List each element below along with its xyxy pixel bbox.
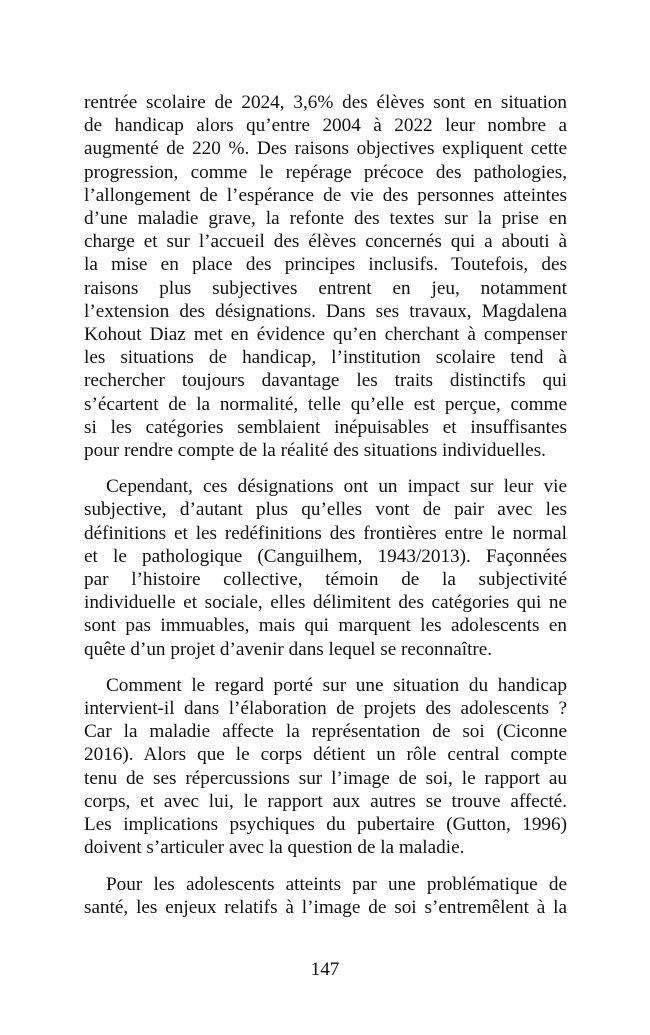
page-number: 147 xyxy=(310,959,340,980)
text-line: individuelle et sociale, elles délimitent des catégories qui ne xyxy=(84,592,567,614)
paragraph-1 xyxy=(84,91,567,462)
text-line: Kohout Diaz met en évidence qu’en cherchant à compenser xyxy=(84,324,567,346)
text-line: les situations de handicap, l’institution scolaire tend à xyxy=(84,347,567,369)
text-line: progression, comme le repérage précoce des pathologies, xyxy=(84,161,567,183)
text-line: s’écartent de la normalité, telle qu’elle est perçue, comme xyxy=(84,393,567,415)
paragraph-2 xyxy=(84,475,567,661)
paragraph-3 xyxy=(84,674,567,860)
text-line: quête d’un projet d’avenir dans lequel se reconnaître. xyxy=(84,638,493,660)
text-line: tenu de ses répercussions sur l’image de soi, le rapport au xyxy=(84,767,567,789)
page-body xyxy=(84,91,567,932)
text-line: l’extension des désignations. Dans ses travaux, Magdalena xyxy=(84,300,567,322)
text-line: Comment le regard porté sur une situation du handicap xyxy=(106,674,567,696)
text-line: 2016). Alors que le corps détient un rôle central compte xyxy=(84,744,567,766)
text-line: pour rendre compte de la réalité des situations individuelles. xyxy=(84,440,546,462)
text-line: rentrée scolaire de 2024, 3,6% des élèves sont en situation xyxy=(84,92,567,113)
text-line: raisons plus subjectives entrent en jeu, notamment xyxy=(84,277,567,299)
text-line: la mise en place des principes inclusifs. Toutefois, des xyxy=(84,254,567,276)
text-line: d’une maladie grave, la refonte des textes sur la prise en xyxy=(84,208,567,230)
text-line: doivent s’articuler avec la question de la maladie. xyxy=(84,837,465,859)
text-line: corps, et avec lui, le rapport aux autres se trouve affecté. xyxy=(84,790,567,812)
text-line: et le pathologique (Canguilhem, 1943/2013). Façonnées xyxy=(84,545,567,567)
text-line: augmenté de 220 %. Des raisons objectives expliquent cette xyxy=(84,138,567,160)
text-line: santé, les enjeux relatifs à l’image de soi s’entremêlent à la xyxy=(84,896,567,918)
text-line: Les implications psychiques du pubertaire (Gutton, 1996) xyxy=(84,814,567,836)
text-line: intervient-il dans l’élaboration de projets des adolescents ? xyxy=(84,698,567,720)
text-line: de handicap alors qu’entre 2004 à 2022 leur nombre a xyxy=(84,115,567,137)
paragraph-4 xyxy=(84,873,567,919)
text-line: Car la maladie affecte la représentation de soi (Ciconne xyxy=(84,721,567,743)
text-line: Cependant, ces désignations ont un impact sur leur vie xyxy=(106,476,567,498)
text-line: subjective, d’autant plus qu’elles vont de pair avec les xyxy=(84,499,567,521)
text-line: si les catégories semblaient inépuisables et insuffisantes xyxy=(84,416,567,438)
text-line: rechercher toujours davantage les traits distinctifs qui xyxy=(84,370,567,392)
text-line: sont pas immuables, mais qui marquent les adolescents en xyxy=(84,615,567,637)
text-line: l’allongement de l’espérance de vie des personnes atteintes xyxy=(84,184,567,206)
text-line: définitions et les redéfinitions des frontières entre le normal xyxy=(84,522,567,544)
text-line: Pour les adolescents atteints par une problématique de xyxy=(106,873,567,895)
text-line: par l’histoire collective, témoin de la subjectivité xyxy=(84,569,567,591)
text-line: charge et sur l’accueil des élèves concernés qui a abouti à xyxy=(84,231,567,253)
